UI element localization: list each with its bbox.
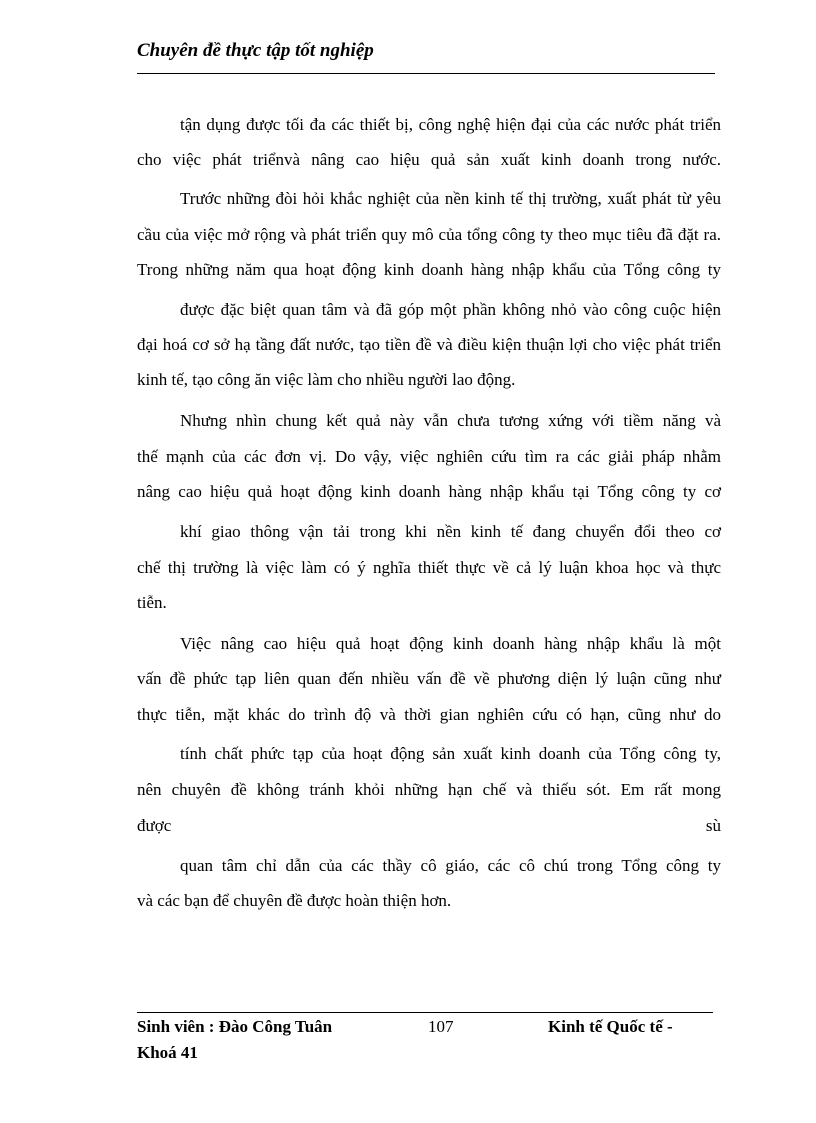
text-line: đại hoá cơ sở hạ tầng đất nước, tạo tiền đề và điều kiện thuận lợi cho việc phát triển: [137, 335, 721, 354]
text-line: và các bạn để chuyên đề được hoàn thiện hơn.: [137, 891, 452, 910]
text-line: cầu của việc mở rộng và phát triển quy mô của tổng công ty theo mục tiêu đã đặt ra.: [137, 225, 721, 244]
footer-cohort: Khoá 41: [137, 1043, 198, 1062]
footer-major: Kinh tế Quốc tế -: [548, 1017, 673, 1036]
header-divider: [137, 73, 715, 74]
text-line: Việc nâng cao hiệu quả hoạt động kinh doanh hàng nhập khẩu là một: [180, 634, 721, 653]
text-line: quan tâm chỉ dẫn của các thầy cô giáo, các cô chú trong Tổng công ty: [180, 856, 721, 875]
text-line: tiễn.: [137, 593, 167, 612]
text-line: chế thị trường là việc làm có ý nghĩa thiết thực về cả lý luận khoa học và thực: [137, 558, 721, 577]
text-line: Trước những đòi hỏi khắc nghiệt của nền kinh tế thị trường, xuất phát từ yêu: [180, 189, 721, 208]
page-number: 107: [428, 1017, 454, 1036]
text-line: kinh tế, tạo công ăn việc làm cho nhiều người lao động.: [137, 370, 516, 389]
text-line: cho việc phát triểnvà nâng cao hiệu quả sản xuất kinh doanh trong nước.: [137, 150, 721, 169]
split-right-word: sù: [705, 816, 721, 835]
footer-student-name: Sinh viên : Đào Công Tuân: [137, 1017, 333, 1036]
split-left-word: được: [137, 816, 172, 835]
text-line: thực tiễn, mặt khác do trình độ và thời gian nghiên cứu có hạn, cũng như do: [137, 705, 721, 724]
text-line: vấn đề phức tạp liên quan đến nhiều vấn đề về phương diện lý luận cũng như: [137, 669, 721, 688]
text-line: tính chất phức tạp của hoạt động sản xuất kinh doanh của Tổng công ty,: [180, 744, 721, 763]
text-line: khí giao thông vận tải trong khi nền kinh tế đang chuyển đổi theo cơ: [180, 522, 721, 541]
text-line: tận dụng được tối đa các thiết bị, công nghệ hiện đại của các nước phát triển: [180, 115, 721, 134]
text-line: nên chuyên đề không tránh khỏi những hạn chế và thiếu sót. Em rất mong: [137, 780, 721, 799]
text-line: thế mạnh của các đơn vị. Do vậy, việc nghiên cứu tìm ra các giải pháp nhằm: [137, 447, 721, 466]
header-title: Chuyên đề thực tập tốt nghiệp: [137, 40, 374, 61]
text-line: nâng cao hiệu quả hoạt động kinh doanh hàng nhập khẩu tại Tổng công ty cơ: [137, 482, 721, 501]
text-line: được đặc biệt quan tâm và đã góp một phần không nhỏ vào công cuộc hiện: [180, 300, 721, 319]
text-line: Trong những năm qua hoạt động kinh doanh hàng nhập khẩu của Tổng công ty: [137, 260, 721, 279]
footer-divider: [137, 1012, 713, 1013]
text-line: Nhưng nhìn chung kết quả này vẫn chưa tương xứng với tiềm năng và: [180, 411, 721, 430]
text-line-split: [137, 815, 721, 837]
